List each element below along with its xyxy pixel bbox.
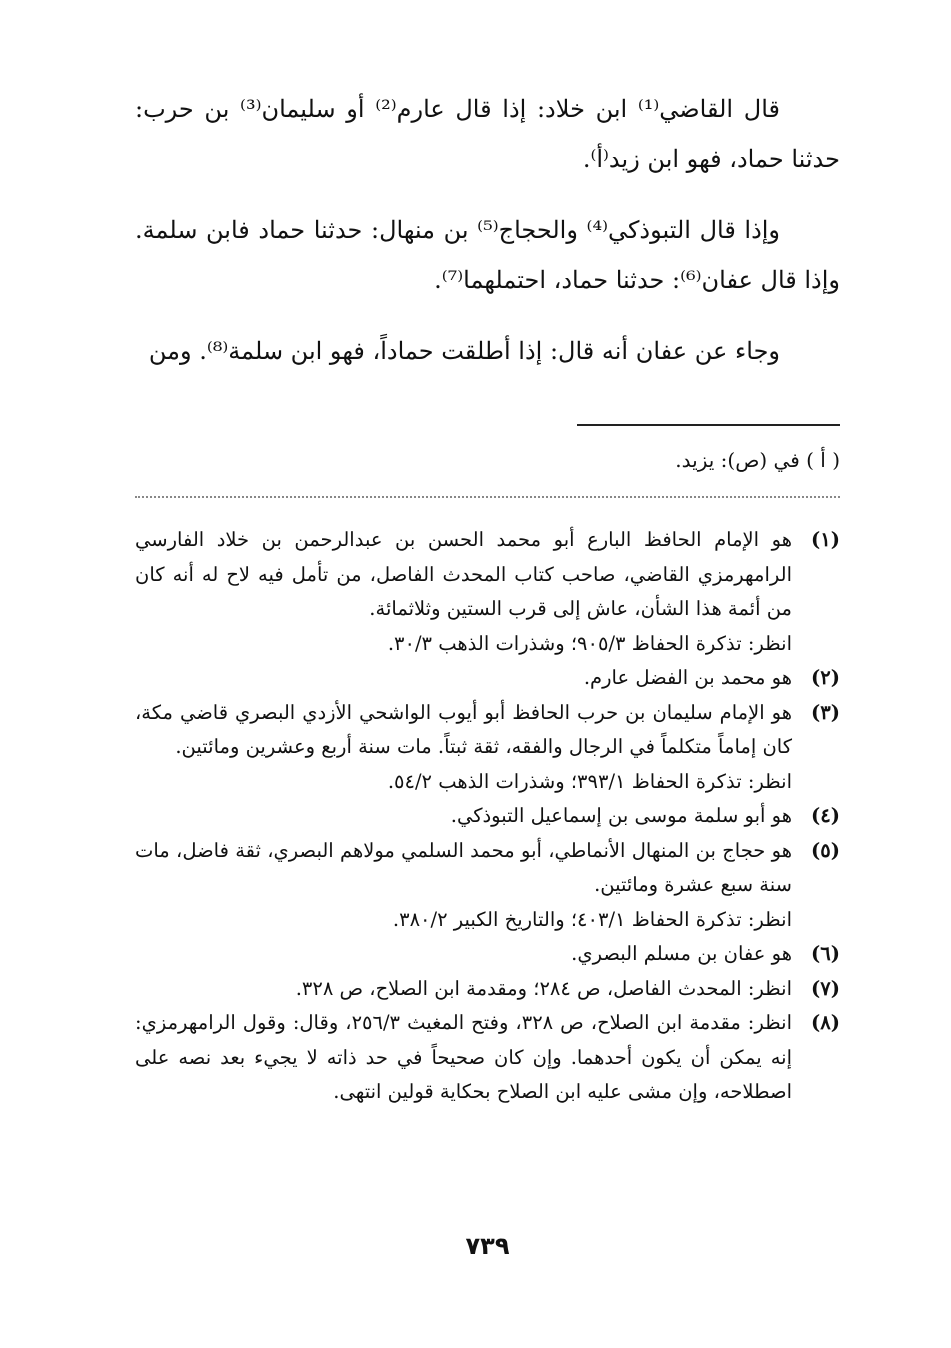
- page-number: ٧٣٩: [465, 1232, 510, 1260]
- footnote-body: [135, 972, 792, 1007]
- footnote-number: (١): [811, 528, 840, 551]
- footnote-body: [135, 799, 792, 834]
- footnote-text: هو أبو سلمة موسى بن إسماعيل التبوذكي.: [450, 804, 792, 827]
- footnote-body: [135, 523, 792, 661]
- footnote-body: [135, 1006, 792, 1110]
- footnote-body: [135, 937, 792, 972]
- footnote-text: هو الإمام الحافظ البارع أبو محمد الحسن بن عبدالرحمن بن خلاد الفارسي الرامهرمزي القاضي، صاحب كتاب المحدث الفاصل، من تأمل فيه لاح له أنه كان من أئمة هذا الشأن، عاش إلى قرب الستين وثلاثمائة.: [135, 528, 792, 620]
- footnote-reference: انظر: تذكرة الحفاظ ٩٠٥/٣؛ وشذرات الذهب ٣٠/٣.: [387, 631, 792, 655]
- dotted-divider: [135, 496, 840, 498]
- footnote: [135, 1006, 840, 1110]
- footnote-text: انظر: المحدث الفاصل، ص ٢٨٤؛ ومقدمة ابن الصلاح، ص ٣٢٨.: [295, 976, 792, 1000]
- paragraph-1: قال القاضي⁽¹⁾ ابن خلاد: إذا قال عارم⁽²⁾ أو سليمان⁽³⁾ بن حرب: حدثنا حماد، فهو ابن زيد⁽أ⁾.: [135, 95, 840, 173]
- paragraph-2: وإذا قال التبوذكي⁽⁴⁾ والحجاج⁽⁵⁾ بن منهال: حدثنا حماد فابن سلمة. وإذا قال عفان⁽⁶⁾: حدثنا حماد، احتملهما⁽⁷⁾.: [135, 216, 840, 294]
- footnote-variant: ( أ ) في (ص): يزيد.: [675, 448, 840, 472]
- footnote: [135, 937, 840, 972]
- footnote-number: (٢): [811, 666, 840, 689]
- footnote-reference: انظر: تذكرة الحفاظ ٤٠٣/١؛ والتاريخ الكبير ٣٨٠/٢.: [392, 907, 792, 931]
- book-page: [135, 0, 840, 1348]
- paragraph-3: وجاء عن عفان أنه قال: إذا أطلقت حماداً، فهو ابن سلمة⁽⁸⁾. ومن: [148, 337, 780, 365]
- footnote: [135, 661, 840, 696]
- footnote-number: (٣): [811, 700, 840, 724]
- footnote-text: انظر: مقدمة ابن الصلاح، ص ٣٢٨، وفتح المغيث ٢٥٦/٣، وقال: وقول الرامهرمزي: إنه يمكن أن يكون أحدهما. وإن كان صحيحاً في حد ذاته لا يجيء بعد نصه على اصطلاحه، وإن مشى عليه ابن الصلاح بحكاية قولين انتهى.: [135, 1011, 792, 1103]
- footnote-number: (٥): [811, 838, 840, 862]
- footnote-number: (٨): [811, 1011, 840, 1034]
- footnote-body: [135, 696, 792, 800]
- footnote-body: [135, 834, 792, 938]
- footnote: [135, 834, 840, 938]
- footnote: [135, 523, 840, 661]
- footnote-text: هو حجاج بن المنهال الأنماطي، أبو محمد السلمي مولاهم البصري، ثقة فاضل، مات سنة سبع عشرة ومائتين.: [135, 838, 792, 896]
- footnote-number: (٤): [811, 804, 840, 827]
- footnote: [135, 972, 840, 1007]
- footnote: [135, 799, 840, 834]
- footnote-text: هو محمد بن الفضل عارم.: [583, 666, 792, 689]
- footnote-number: (٦): [811, 942, 840, 965]
- footnote-body: [135, 661, 792, 696]
- footnote-reference: انظر: تذكرة الحفاظ ٣٩٣/١؛ وشذرات الذهب ٥٤/٢.: [387, 769, 792, 793]
- footnotes-list: [135, 523, 840, 1110]
- footnote-number: (٧): [811, 976, 840, 1000]
- footnote-separator: [577, 424, 840, 426]
- footnote-text: هو عفان بن مسلم البصري.: [571, 942, 792, 965]
- footnote: [135, 696, 840, 800]
- footnote-text: هو الإمام سليمان بن حرب الحافظ أبو أيوب الواشحي الأزدي البصري قاضي مكة، كان إماماً متكلماً في الرجال والفقه، ثقة ثبتاً. مات سنة أربع وعشرين ومائتين.: [135, 700, 792, 758]
